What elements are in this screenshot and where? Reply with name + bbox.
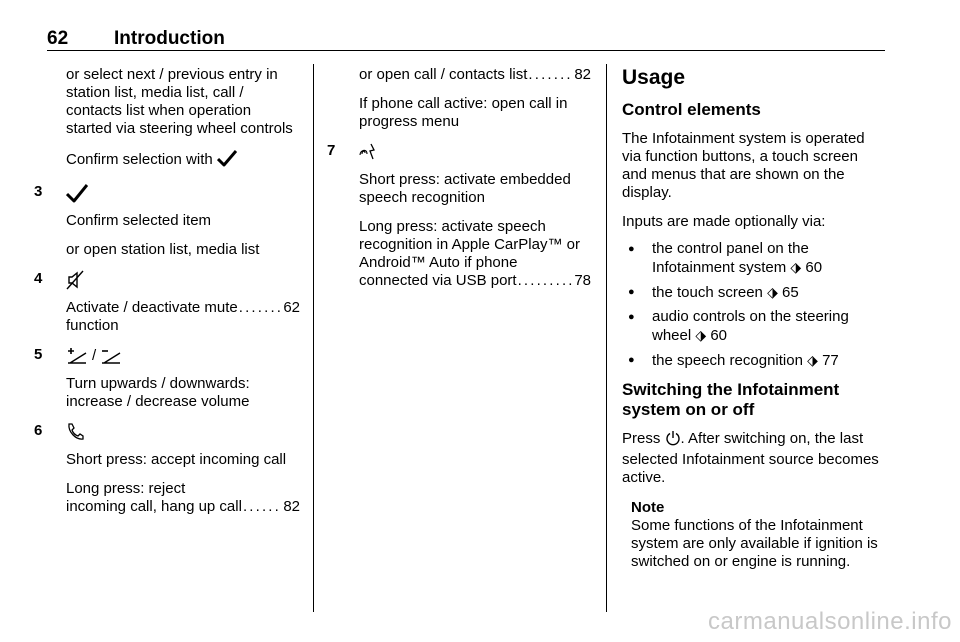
contacts-toc bbox=[359, 66, 591, 84]
contacts-text: or open call / contacts list bbox=[359, 66, 528, 83]
list-item: ● the control panel on the Infotainment system ⬗ 60 bbox=[652, 240, 884, 277]
page-ref: 60 bbox=[805, 259, 823, 276]
item-3 bbox=[34, 183, 300, 259]
call-active-text: If phone call active: open call in progress menu bbox=[359, 95, 568, 130]
page-header bbox=[0, 28, 960, 50]
subsection-heading: Control elements bbox=[622, 100, 761, 119]
item-5-text: Turn upwards / downwards: increase / decrease volume bbox=[66, 375, 250, 410]
phone-icon bbox=[66, 422, 84, 442]
mute-icon bbox=[66, 270, 84, 290]
page-ref: 78 bbox=[574, 272, 591, 289]
page-ref-icon: ⬗ bbox=[767, 284, 778, 300]
page-title: Introduction bbox=[114, 28, 225, 49]
item-3-text2: or open station list, media list bbox=[66, 241, 260, 258]
item-4-toc bbox=[66, 299, 300, 335]
column-divider-1 bbox=[313, 64, 314, 612]
item-5 bbox=[34, 346, 300, 411]
page-ref-icon: ⬗ bbox=[790, 259, 802, 275]
inputs-list bbox=[622, 240, 884, 370]
intro-text: or select next / previous entry in station list, media list, call / contacts list when operation started via steering wheel controls bbox=[66, 66, 293, 137]
checkmark-icon bbox=[66, 183, 88, 203]
page-ref-icon: ⬗ bbox=[695, 327, 707, 343]
item-7-text1: Short press: activate embedded speech recognition bbox=[359, 171, 571, 206]
item-6 bbox=[34, 422, 300, 516]
item-number: 3 bbox=[34, 183, 43, 200]
list-item: ● the touch screen ⬗ 65 bbox=[652, 283, 884, 302]
confirm-label: Confirm selection with bbox=[66, 151, 213, 168]
item-number: 7 bbox=[327, 142, 336, 159]
item-6-text1: Short press: accept incoming call bbox=[66, 451, 287, 468]
item-number: 5 bbox=[34, 346, 43, 363]
item-7-text2-last: connected via USB port bbox=[359, 272, 517, 289]
item-7-toc bbox=[359, 272, 591, 290]
item-number: 4 bbox=[34, 270, 43, 287]
page-number: 62 bbox=[47, 28, 69, 49]
press-paragraph: Press . After switching on, the last selected Infotainment source becomes active. bbox=[622, 430, 879, 486]
item-7-text2: Long press: activate speech recognition in Apple CarPlay™ or Android™ Auto if phone bbox=[359, 218, 580, 271]
header-rule bbox=[47, 50, 885, 51]
item-6-toc bbox=[66, 498, 300, 516]
item-7 bbox=[327, 142, 591, 290]
page-ref: 82 bbox=[283, 498, 300, 515]
list-item: ● audio controls on the steering wheel ⬗ 60 bbox=[652, 308, 884, 345]
page-ref: 77 bbox=[822, 352, 839, 369]
item-number: 6 bbox=[34, 422, 43, 439]
volume-up-down-icon bbox=[66, 346, 300, 366]
watermark: carmanualsonline.info bbox=[708, 608, 952, 635]
column-2 bbox=[327, 66, 591, 290]
power-icon bbox=[665, 430, 681, 451]
column-1 bbox=[34, 66, 300, 516]
item-6-text2: incoming call, hang up call bbox=[66, 498, 242, 515]
inputs-paragraph: Inputs are made optionally via: bbox=[622, 213, 826, 230]
list-item: ● the speech recognition ⬗ 77 bbox=[652, 351, 884, 370]
page-ref: 82 bbox=[574, 66, 591, 83]
item-4 bbox=[34, 270, 300, 346]
page-ref: 65 bbox=[782, 284, 799, 301]
intro-paragraph: The Infotainment system is operated via function buttons, a touch screen and menus that are shown on the display. bbox=[622, 130, 865, 201]
voice-recognition-icon bbox=[359, 142, 377, 162]
icon-separator: / bbox=[92, 347, 97, 364]
note-box bbox=[631, 499, 884, 571]
note-text: Some functions of the Infotainment system are only available if ignition is switched on or engine is running. bbox=[631, 517, 878, 570]
section-heading: Usage bbox=[622, 66, 686, 89]
subsection-heading: Switching the Infotainment system on or off bbox=[622, 380, 840, 419]
item-3-text1: Confirm selected item bbox=[66, 212, 212, 229]
item-6-text2-prefix: Long press: reject bbox=[66, 480, 186, 497]
page-ref: 60 bbox=[710, 327, 728, 344]
item-4-text: Activate / deactivate mute function bbox=[66, 299, 238, 334]
checkmark-icon bbox=[217, 149, 237, 172]
column-3 bbox=[622, 66, 884, 571]
note-title: Note bbox=[631, 499, 665, 516]
page-ref: 62 bbox=[283, 299, 300, 316]
confirm-text bbox=[66, 149, 300, 172]
column-divider-2 bbox=[606, 64, 607, 612]
page-ref-icon: ⬗ bbox=[807, 352, 818, 368]
